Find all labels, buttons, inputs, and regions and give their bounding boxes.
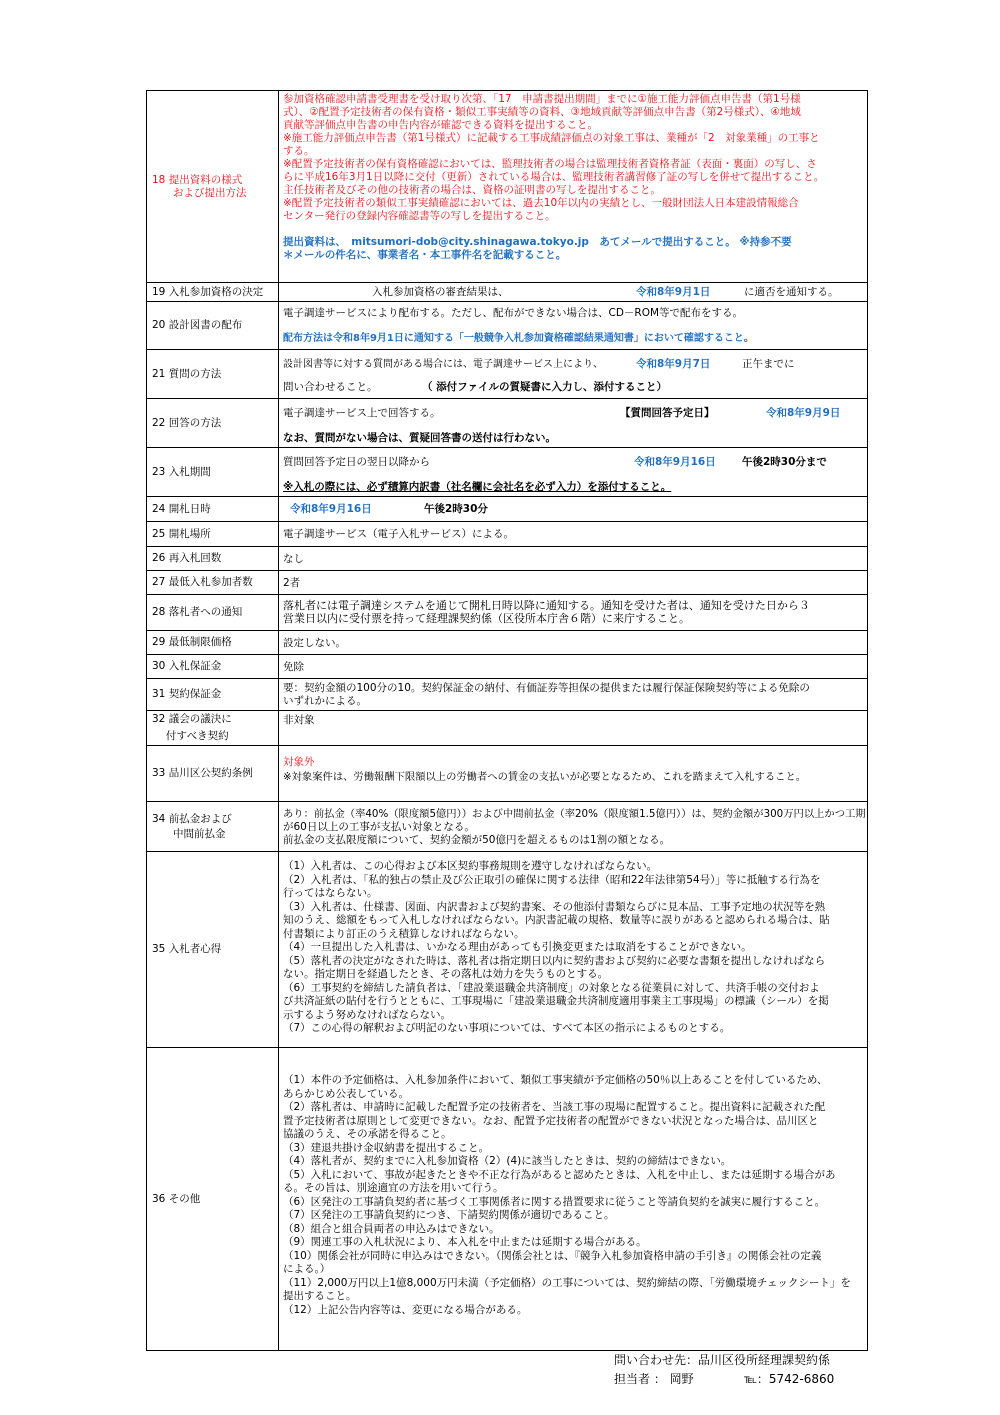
row-31-label: 31 契約保証金 xyxy=(147,679,279,710)
opening-time: 午後2時30分 xyxy=(424,503,488,515)
row-31 xyxy=(147,679,867,711)
contact-tel: ℡：5742-6860 xyxy=(744,1372,835,1386)
answer-date: 令和8年9月9日 xyxy=(766,407,841,419)
opening-place: 電子調達サービス（電子入札サービス）による。 xyxy=(283,528,514,540)
question-contact: 問い合わせること。 xyxy=(283,381,378,393)
row-36 xyxy=(147,1048,867,1350)
other-note-line: （11）2,000万円以上1億8,000万円未満（予定価格）の工事については、契約締結の際、「労働環境チェックシート」を xyxy=(283,1276,851,1289)
other-note-line: （7）区発注の工事請負契約につき、下請契約関係が適切であること。 xyxy=(283,1209,615,1221)
bidder-rule-line: （3）入札者は、仕様書、図面、内訳書および契約書案、その他添付書類ならびに見本品、工事予定地の状況等を熟 xyxy=(283,900,826,913)
bidder-rule-line: び共済証紙の貼付を行うとともに、工事現場に「建設業退職金共済制度適用事業主工事現場」の標識（シール）を掲 xyxy=(283,995,829,1007)
question-method: 設計図書等に対する質問がある場合には、電子調達サービス上により、 xyxy=(283,359,603,370)
other-note-line: （12）上記公告内容等は、変更になる場合がある。 xyxy=(283,1303,528,1316)
other-note-line: る。その旨は、別途適宜の方法を用いて行う。 xyxy=(283,1182,504,1194)
row-36-content xyxy=(280,1048,867,1350)
bidder-rule-line: ない。指定期日を経過したとき、その落札は効力を失うものとする。 xyxy=(283,968,609,980)
bidder-rule-line: 知のうえ、総額をもって入札しなければならない。内訳書記載の規格、数量等に誤りがあると認められる場合は、貼 xyxy=(283,914,830,926)
min-price: 設定しない。 xyxy=(283,637,346,649)
row-24 xyxy=(147,497,867,522)
other-note-line: による。） xyxy=(283,1263,331,1275)
winner-notice-line: 営業日以内に受付票を持って経理課契約係（区役所本庁舎６階）に来庁すること。 xyxy=(283,612,690,625)
row-34 xyxy=(147,802,867,852)
row-27-label: 27 最低入札参加者数 xyxy=(147,571,279,594)
contract-deposit-line: 要：契約金額の100分の10。契約保証金の納付、有価証券等担保の提供または履行保証保険契約等による免除の xyxy=(283,682,810,694)
notice-table xyxy=(146,90,868,1351)
advance-payment-line: 前払金の支払限度額について、契約金額が50億円を超えるものは1割の額となる。 xyxy=(283,834,671,846)
row-19-label: 19 入札参加資格の決定 xyxy=(147,283,279,301)
qualification-date: 令和8年9月1日 xyxy=(636,286,711,298)
row-18-line: する。 xyxy=(283,145,315,157)
row-18-line: 参加資格確認申請書受理書を受け取り次第、「17 申請書提出期間」までに①施工能力評価点申告書（第1号様 xyxy=(283,93,801,105)
row-18-line: ※配置予定技術者の類似工事実績確認においては、過去10年以内の実績とし、一般財団法人日本建設情報総合 xyxy=(283,197,799,209)
qualification-text: 入札参加資格の審査結果は、 xyxy=(372,286,509,298)
row-31-content xyxy=(280,679,867,710)
min-bidders: 2者 xyxy=(283,577,301,589)
row-25-label: 25 開札場所 xyxy=(147,522,279,546)
bid-period-end-time: 午後2時30分まで xyxy=(742,456,827,468)
row-27-content xyxy=(280,571,867,594)
other-note-line: （2）落札者は、申請時に記載した配置予定の技術者を、当該工事の現場に配置すること。提出資料に記載された配 xyxy=(283,1101,826,1113)
rebid-count: なし xyxy=(283,553,304,565)
row-33 xyxy=(147,746,867,802)
contact-info: 問い合わせ先：品川区役所経理課契約係 xyxy=(614,1353,831,1367)
row-29-label: 29 最低制限価格 xyxy=(147,631,279,654)
row-36-label: 36 その他 xyxy=(147,1048,279,1350)
question-attachment-note: （ 添付ファイルの質疑書に入力し、添付すること） xyxy=(422,381,667,393)
design-doc-distribution: 電子調達サービスにより配布する。ただし、配布ができない場合は、CD－ROM等で配布をする。 xyxy=(283,307,744,319)
row-32-label: 32 議会の議決に 付すべき契約 xyxy=(147,711,279,745)
question-deadline-time: 正午までに xyxy=(742,358,795,370)
row-35-content xyxy=(280,852,867,1047)
row-18-line: ※施工能力評価点申告書（第1号様式）に記載する工事成績評価点の対象工事は、業種が「2 対象業種」の工事と xyxy=(283,132,820,144)
row-33-label: 33 品川区公契約条例 xyxy=(147,746,279,801)
row-23 xyxy=(147,448,867,497)
other-note-line: 提出すること。 xyxy=(283,1290,357,1302)
bidder-rule-line: （1）入札者は、この心得および本区契約事務規則を遵守しなければならない。 xyxy=(283,860,658,872)
row-35 xyxy=(147,852,867,1048)
bidder-rule-line: 付書類により訂正のうえ積算しなければならない。 xyxy=(283,927,525,940)
other-note-line: （5）入札において、事故が起きたときや不正な行為があると認めたときは、入札を中止し、または延期する場合があ xyxy=(283,1168,836,1181)
opening-date: 令和8年9月16日 xyxy=(290,503,372,515)
winner-notice-line: 落札者には電子調達システムを通じて開札日時以降に通知する。通知を受けた者は、通知を受けた日から３ xyxy=(283,599,810,612)
row-18-line: ※配置予定技術者の保有資格確認においては、監理技術者の場合は監理技術者資格者証（表面・裏面）の写し、さ xyxy=(283,158,817,170)
row-28-label: 28 落札者への通知 xyxy=(147,595,279,630)
row-22 xyxy=(147,399,867,448)
question-deadline-date: 令和8年9月7日 xyxy=(636,358,711,370)
other-note-line: （4）落札者が、契約までに入札参加資格（2）(4)に該当したときは、契約の締結はできない。 xyxy=(283,1155,732,1167)
row-29 xyxy=(147,631,867,655)
bid-period-start: 質問回答予定日の翌日以降から xyxy=(283,456,430,468)
bidder-rule-line: （5）落札者の決定がなされた時は、落札者は指定期日以内に契約書および契約に必要な書類を提出しなければなら xyxy=(283,954,826,967)
answer-date-tag: 【質問回答予定日】 xyxy=(620,407,715,419)
bidder-rule-line: （4）一旦提出した入札書は、いかなる理由があっても引換変更または取消をすることができない。 xyxy=(283,941,752,953)
row-23-label: 23 入札期間 xyxy=(147,448,279,496)
row-20 xyxy=(147,302,867,350)
public-contract-ordinance-note: ※対象案件は、労働報酬下限額以上の労働者への賃金の支払いが必要となるため、これを踏まえて入札すること。 xyxy=(283,771,807,783)
row-20-content xyxy=(280,302,867,349)
row-18-label: 18 提出資料の様式 および提出方法 xyxy=(147,91,279,282)
council-resolution: 非対象 xyxy=(283,714,315,726)
contract-deposit-line: いずれかによる。 xyxy=(283,695,367,707)
advance-payment-line: が60日以上の工事が支払い対象となる。 xyxy=(283,821,475,833)
bidder-rule-line: 行ってはならない。 xyxy=(283,887,378,899)
row-18-content xyxy=(280,91,867,282)
cost-breakdown-note: ※入札の際には、必ず積算内訳書（社名欄に会社名を必ず入力）を添付すること。 xyxy=(283,481,672,493)
submission-email-line: 提出資料は、 mitsumori-dob@city.shinagawa.tokyo.jp あてメールで提出すること。 ※持参不要 xyxy=(283,236,792,248)
other-note-line: あらかじめ公表している。 xyxy=(283,1087,409,1100)
row-18-line: 貢献等評価点申告書の申告内容が確認できる資料を提出すること。 xyxy=(283,119,598,131)
bid-deposit: 免除 xyxy=(283,661,304,673)
row-26-label: 26 再入札回数 xyxy=(147,547,279,570)
contact-person: 担当者 ： 岡野 xyxy=(614,1372,694,1386)
bidder-rule-line: 示するよう努めなければならない。 xyxy=(283,1008,451,1021)
row-33-content xyxy=(280,746,867,801)
row-22-label: 22 回答の方法 xyxy=(147,399,279,447)
other-note-line: （9）関連工事の入札状況により、本入札を中止または延期する場合がある。 xyxy=(283,1236,647,1248)
row-25 xyxy=(147,522,867,547)
distribution-method: 配布方法は令和8年9月1日に通知する「一般競争入札参加資格確認結果通知書」において確認すること。 xyxy=(283,333,754,344)
row-29-content xyxy=(280,631,867,654)
row-18-line: 式）、②配置予定技術者の保有資格・類似工事実績等の資料、③地域貢献等評価点申告書（第2号様式）、④地域 xyxy=(283,106,801,118)
qualification-post: に適否を通知する。 xyxy=(744,286,839,298)
row-20-label: 20 設計図書の配布 xyxy=(147,302,279,349)
row-34-content xyxy=(280,802,867,851)
other-note-line: （6）区発注の工事請負契約者に基づく工事関係者に関する措置要求に従うこと等請負契約を誠実に履行すること。 xyxy=(283,1195,826,1208)
other-note-line: （10）関係会社が同時に申込みはできない。（関係会社とは、『競争入札参加資格申請の手引き』の関係会社の定義 xyxy=(283,1249,822,1262)
row-27 xyxy=(147,571,867,595)
other-note-line: （3）建退共掛け金収納書を提出すること。 xyxy=(283,1141,490,1154)
answer-method: 電子調達サービス上で回答する。 xyxy=(283,407,441,419)
row-18 xyxy=(147,91,867,283)
row-23-content xyxy=(280,448,867,496)
row-30-content xyxy=(280,655,867,678)
row-18-line: 主任技術者及びその他の技術者の場合は、資格の証明書の写しを提出すること。 xyxy=(283,184,661,196)
public-contract-ordinance-status: 対象外 xyxy=(283,756,315,768)
other-note-line: 協議のうえ、その承諾を得ること。 xyxy=(283,1128,452,1140)
other-note-line: 置予定技術者は原則として変更できない。なお、配置予定技術者の配置ができない状況となった場合は、品川区と xyxy=(283,1114,819,1127)
row-24-label: 24 開札日時 xyxy=(147,497,279,521)
row-26-content xyxy=(280,547,867,570)
row-26 xyxy=(147,547,867,571)
row-18-line: らに平成16年3月1日以降に交付（更新）されている場合は、監理技術者講習修了証の写しを併せて提出すること。 xyxy=(283,171,825,183)
row-32 xyxy=(147,711,867,746)
bid-period-date: 令和8年9月16日 xyxy=(634,456,716,468)
row-21 xyxy=(147,350,867,399)
row-24-content xyxy=(280,497,867,521)
bidder-rule-line: （6）工事契約を締結した請負者は、「建設業退職金共済制度」の対象となる従業員に対して、共済手帳の交付およ xyxy=(283,981,820,994)
row-21-label: 21 質問の方法 xyxy=(147,350,279,398)
row-28 xyxy=(147,595,867,631)
row-30-label: 30 入札保証金 xyxy=(147,655,279,678)
bidder-rule-line: （2）入札者は、「私的独占の禁止及び公正取引の確保に関する法律（昭和22年法律第54号）」等に抵触する行為を xyxy=(283,873,821,886)
row-25-content xyxy=(280,522,867,546)
bidder-rule-line: （7）この心得の解釈および明記のない事項については、すべて本区の指示によるものとする。 xyxy=(283,1022,731,1034)
row-28-content xyxy=(280,595,867,630)
row-30 xyxy=(147,655,867,679)
no-question-note: なお、質問がない場合は、質疑回答書の送付は行わない。 xyxy=(283,432,556,444)
row-19-content xyxy=(280,283,867,301)
email-subject-note: ＊メールの件名に、事業者名・本工事件名を記載すること。 xyxy=(283,249,567,261)
row-34-label: 34 前払金および 中間前払金 xyxy=(147,802,279,851)
other-note-line: （1）本件の予定価格は、入札参加条件において、類似工事実績が予定価格の50％以上あることを付しているため、 xyxy=(283,1074,828,1086)
row-18-line: センター発行の登録内容確認書等の写しを提出すること。 xyxy=(283,210,556,222)
row-35-label: 35 入札者心得 xyxy=(147,852,279,1047)
advance-payment-line: あり：前払金（率40%（限度額5億円））および中間前払金（率20%（限度額1.5億円））は、契約金額が300万円以上かつ工期 xyxy=(283,808,866,820)
row-22-content xyxy=(280,399,867,447)
row-19 xyxy=(147,283,867,302)
row-32-content xyxy=(280,711,867,745)
other-note-line: （8）組合と組合員両者の申込みはできない。 xyxy=(283,1222,500,1235)
row-21-content xyxy=(280,350,867,398)
